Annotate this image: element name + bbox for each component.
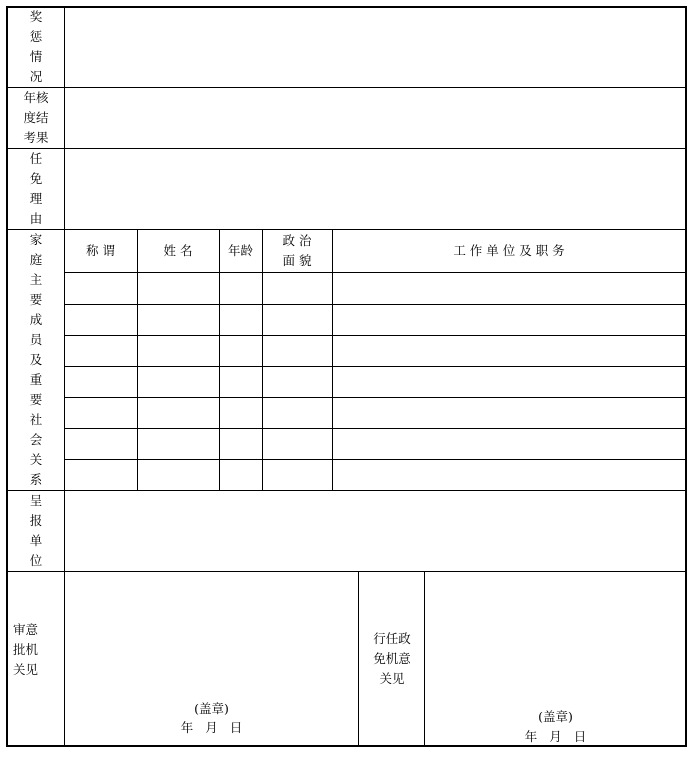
header-relation: 称 谓	[86, 243, 115, 258]
label-assessment: 年核度结考果	[23, 90, 49, 145]
approval-date: 年 月 日	[180, 720, 243, 735]
header-name: 姓 名	[163, 243, 193, 258]
assessment-field[interactable]	[65, 88, 686, 148]
family-col-line	[219, 229, 220, 490]
label-approval: 审意批机关见	[13, 622, 39, 677]
family-row-line	[64, 304, 686, 305]
reason-field[interactable]	[65, 149, 686, 229]
rewards-field[interactable]	[65, 8, 686, 87]
admin-stamp: (盖章)	[538, 709, 573, 724]
label-admin: 行任政免机意关见	[373, 631, 411, 686]
family-row-line	[64, 397, 686, 398]
approval-divider	[358, 571, 359, 746]
family-row-line	[64, 459, 686, 460]
divider-submit	[7, 571, 686, 572]
family-row-line	[64, 428, 686, 429]
family-col-line	[262, 229, 263, 490]
divider-reason	[7, 229, 686, 230]
header-age: 年龄	[227, 243, 253, 258]
label-family: 家庭主要成员及重要社会关系	[29, 232, 43, 487]
label-rewards: 奖惩情况	[29, 9, 43, 84]
family-header-line	[64, 272, 686, 273]
family-row-line	[64, 366, 686, 367]
label-reason: 任免理由	[29, 151, 43, 226]
label-submit: 呈报单位	[29, 493, 43, 568]
family-row-line	[64, 335, 686, 336]
admin-date: 年 月 日	[524, 729, 587, 744]
family-col-line	[137, 229, 138, 490]
family-col-line	[332, 229, 333, 490]
header-workplace: 工 作 单 位 及 职 务	[453, 243, 565, 258]
submit-unit-field[interactable]	[65, 491, 686, 571]
header-political: 政 治 面 貌	[282, 233, 312, 268]
approval-stamp: (盖章)	[194, 701, 229, 716]
